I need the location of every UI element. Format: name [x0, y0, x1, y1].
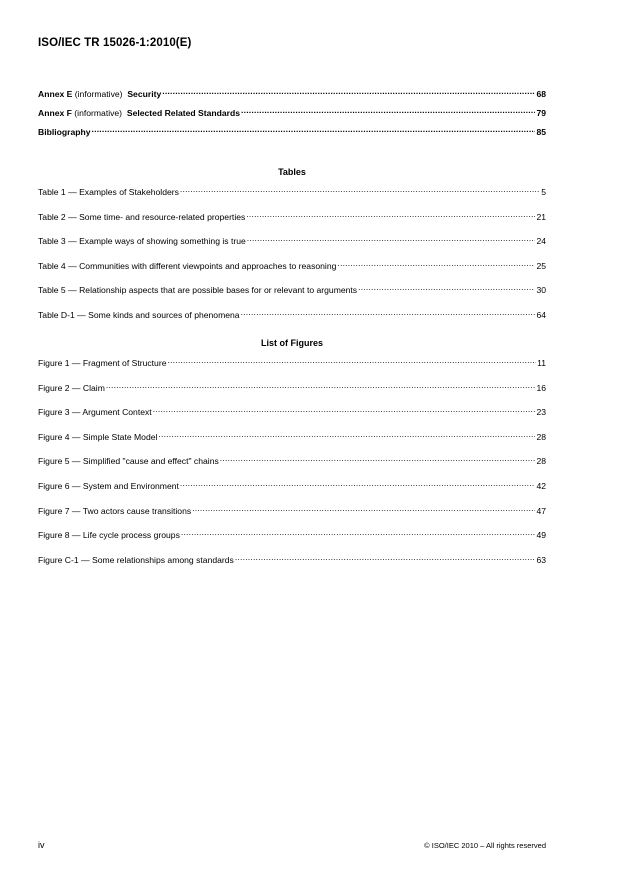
dot-leader — [246, 209, 535, 220]
toc-entry-figure[interactable] — [38, 527, 546, 541]
dot-leader — [180, 478, 536, 489]
page-number: 64 — [536, 309, 546, 320]
tables-heading: Tables — [278, 167, 306, 177]
toc-entry-figure[interactable] — [38, 380, 546, 391]
dot-leader — [241, 307, 536, 318]
entry-title: Table 4 — Communities with different viewpoints and approaches to reasoning — [38, 260, 337, 271]
toc-entry-table[interactable] — [38, 209, 546, 220]
toc-entry-table[interactable] — [38, 184, 546, 195]
page-number: 42 — [536, 480, 546, 491]
toc-entry-figure[interactable] — [38, 453, 546, 467]
dot-leader — [92, 124, 536, 135]
toc-entry-annex-f[interactable] — [38, 105, 546, 116]
dot-leader — [247, 233, 536, 244]
dot-leader — [337, 258, 535, 269]
annex-title: Selected Related Standards — [126, 108, 241, 118]
page-number: 79 — [536, 108, 546, 118]
entry-title: Figure 1 — Fragment of Structure — [38, 358, 167, 368]
toc-entry-annex-e[interactable] — [38, 86, 546, 97]
page-number: 30 — [536, 285, 546, 295]
entry-title: Figure 4 — Simple State Model — [38, 431, 158, 442]
dot-leader — [192, 503, 535, 514]
toc-entry-figure[interactable] — [38, 429, 546, 440]
annex-list — [38, 86, 546, 135]
page-number: 85 — [536, 127, 546, 137]
annex-kind: (informative) — [74, 108, 123, 118]
page-number: 63 — [536, 554, 546, 565]
page-number: 16 — [536, 382, 546, 393]
dot-leader — [180, 184, 540, 195]
footer-page-number: iv — [38, 840, 45, 850]
entry-title: Table 2 — Some time- and resource-related properties — [38, 211, 246, 222]
annex-label: Annex F — [38, 108, 72, 118]
entry-title: Table 1 — Examples of Stakeholders — [38, 187, 179, 197]
toc-entry-figure[interactable] — [38, 478, 546, 489]
entry-title: Table 5 — Relationship aspects that are possible bases for or relevant to arguments — [38, 285, 358, 295]
page-number: 21 — [536, 211, 546, 222]
entry-title: Figure 2 — Claim — [38, 382, 105, 393]
entry-title: Figure 6 — System and Environment — [38, 480, 179, 491]
page-number: 5 — [541, 187, 546, 197]
entry-title: Table 3 — Example ways of showing something is true — [38, 236, 246, 246]
dot-leader — [162, 86, 535, 97]
toc-entry-table[interactable] — [38, 282, 546, 293]
document-id-header: ISO/IEC TR 15026-1:2010(E) — [38, 37, 192, 49]
dot-leader — [153, 404, 536, 415]
dot-leader — [181, 527, 536, 538]
dot-leader — [220, 453, 536, 464]
dot-leader — [106, 380, 536, 391]
bibliography-label: Bibliography — [38, 127, 91, 137]
footer-copyright: © ISO/IEC 2010 – All rights reserved — [424, 841, 546, 850]
toc-entry-figure[interactable] — [38, 355, 546, 366]
page-number: 49 — [536, 530, 546, 541]
page-number: 25 — [536, 260, 546, 271]
entry-title: Figure C-1 — Some relationships among standards — [38, 554, 234, 565]
page-number: 24 — [536, 236, 546, 246]
page-number: 47 — [536, 505, 546, 516]
toc-entry-table[interactable] — [38, 307, 546, 318]
toc-entry-figure[interactable] — [38, 552, 546, 563]
entry-title: Figure 3 — Argument Context — [38, 407, 152, 418]
entry-title: Figure 7 — Two actors cause transitions — [38, 505, 192, 516]
toc-entry-figure[interactable] — [38, 404, 546, 418]
entry-title: Table D-1 — Some kinds and sources of phenomena — [38, 309, 240, 320]
dot-leader — [167, 355, 536, 366]
page-number: 23 — [536, 407, 546, 418]
figures-heading: List of Figures — [260, 338, 323, 348]
annex-title: Security — [127, 89, 162, 99]
page-number: 28 — [536, 431, 546, 442]
dot-leader — [241, 105, 535, 116]
dot-leader — [158, 429, 535, 440]
entry-title: Figure 5 — Simplified "cause and effect" chains — [38, 456, 219, 467]
toc-entry-bibliography[interactable] — [38, 124, 546, 135]
figures-list — [38, 355, 546, 563]
page-number: 28 — [536, 456, 546, 467]
tables-list — [38, 184, 546, 318]
dot-leader — [358, 282, 535, 293]
page-number: 11 — [537, 358, 546, 368]
toc-entry-table[interactable] — [38, 233, 546, 244]
page-number: 68 — [536, 89, 546, 99]
toc-entry-figure[interactable] — [38, 503, 546, 514]
toc-entry-table[interactable] — [38, 258, 546, 269]
annex-label: Annex E — [38, 89, 73, 99]
annex-kind: (informative) — [74, 89, 123, 99]
dot-leader — [235, 552, 536, 563]
entry-title: Figure 8 — Life cycle process groups — [38, 530, 180, 541]
